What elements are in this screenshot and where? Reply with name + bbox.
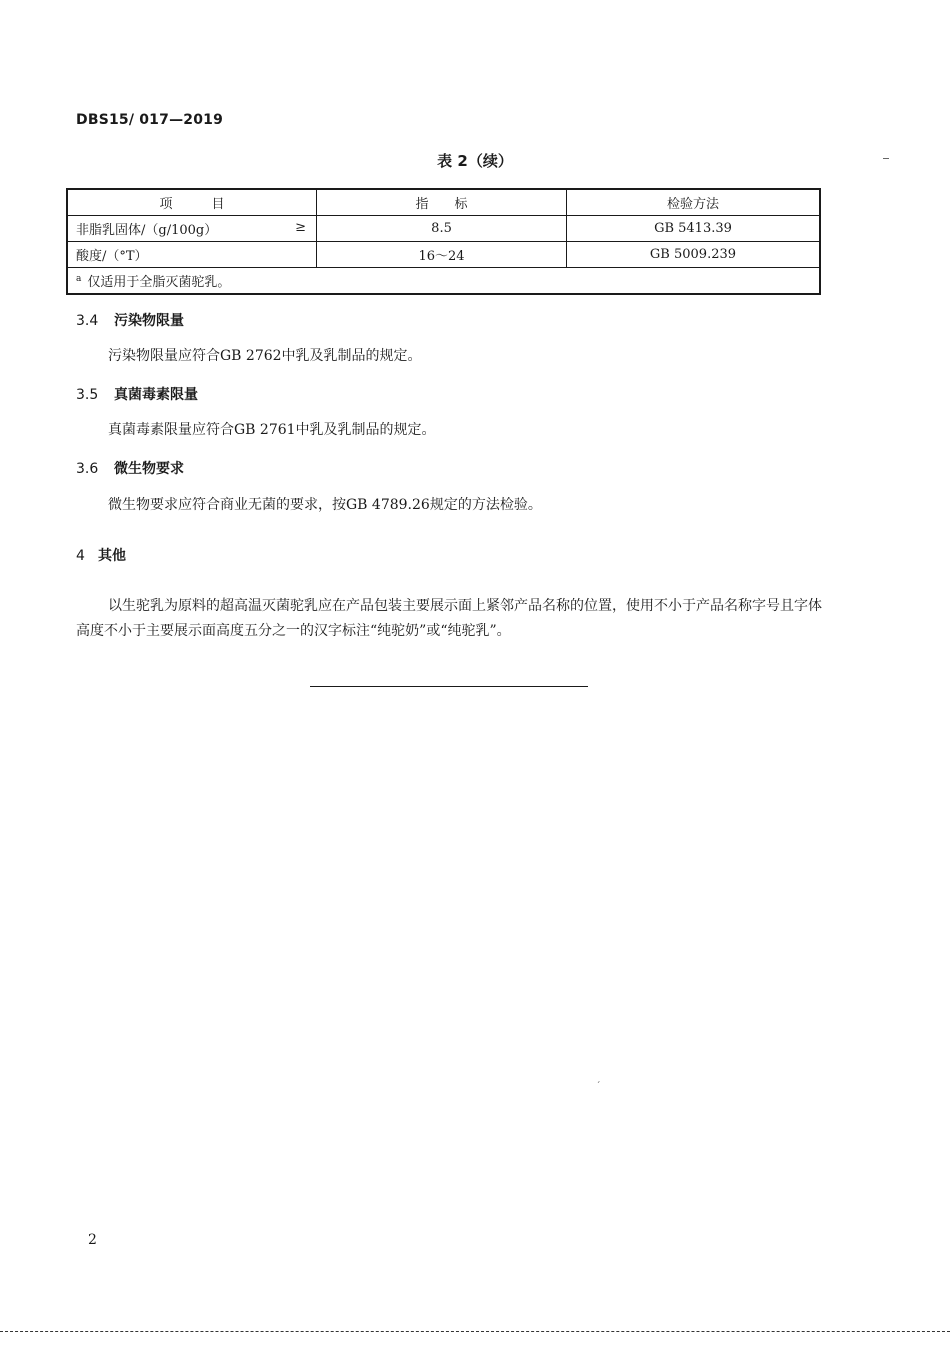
row-item bbox=[67, 216, 317, 242]
table-title: 表 2（续） bbox=[437, 152, 513, 170]
row-item-label: 非脂乳固体/（g/100g） bbox=[76, 223, 218, 238]
table-note bbox=[67, 268, 820, 295]
section-number: 3.6 bbox=[76, 461, 99, 477]
section-title: 其他 bbox=[98, 548, 126, 564]
note-marker: a bbox=[76, 273, 82, 284]
table-note-row bbox=[67, 268, 820, 295]
row-symbol: ≥ bbox=[295, 220, 307, 235]
note-text: 仅适用于全脂灭菌驼乳。 bbox=[87, 275, 231, 290]
table-header-row bbox=[67, 189, 820, 216]
section-text-3-6: 微生物要求应符合商业无菌的要求，按GB 4789.26规定的方法检验。 bbox=[108, 497, 542, 513]
header-item: 项 目 bbox=[67, 189, 317, 216]
table-row bbox=[67, 216, 820, 242]
section-title: 污染物限量 bbox=[114, 313, 184, 329]
section-heading-4 bbox=[76, 545, 126, 565]
end-rule bbox=[310, 686, 588, 687]
spec-table bbox=[66, 188, 821, 295]
row-item-label: 酸度/（°T） bbox=[76, 249, 148, 264]
scan-edge-line bbox=[0, 1331, 950, 1332]
section-number: 3.5 bbox=[76, 387, 99, 403]
page-number: 2 bbox=[88, 1232, 97, 1248]
section-heading-3-6 bbox=[76, 458, 184, 478]
section-number: 4 bbox=[76, 548, 85, 564]
header-indicator: 指 标 bbox=[317, 189, 567, 216]
header-method: 检验方法 bbox=[566, 189, 820, 216]
table-row bbox=[67, 242, 820, 268]
section-heading-3-4 bbox=[76, 310, 184, 330]
document-code: DBS15/ 017—2019 bbox=[76, 112, 224, 128]
section-heading-3-5 bbox=[76, 384, 198, 404]
row-method: GB 5413.39 bbox=[566, 216, 820, 242]
section-number: 3.4 bbox=[76, 313, 99, 329]
scan-mark: ˊ bbox=[596, 1082, 601, 1092]
section-text-4: 以生驼乳为原料的超高温灭菌驼乳应在产品包装主要展示面上紧邻产品名称的位置，使用不小于产品名称字号且字体高度不小于主要展示面高度五分之一的汉字标注“纯驼奶”或“纯驼乳”。 bbox=[76, 598, 822, 639]
section-title: 微生物要求 bbox=[114, 461, 184, 477]
row-value: 8.5 bbox=[317, 216, 567, 242]
section-text-3-5: 真菌毒素限量应符合GB 2761中乳及乳制品的规定。 bbox=[108, 422, 436, 438]
row-method: GB 5009.239 bbox=[566, 242, 820, 268]
section-title: 真菌毒素限量 bbox=[114, 387, 198, 403]
row-item bbox=[67, 242, 317, 268]
row-value: 16～24 bbox=[317, 242, 567, 268]
section-text-3-4: 污染物限量应符合GB 2762中乳及乳制品的规定。 bbox=[108, 348, 422, 364]
